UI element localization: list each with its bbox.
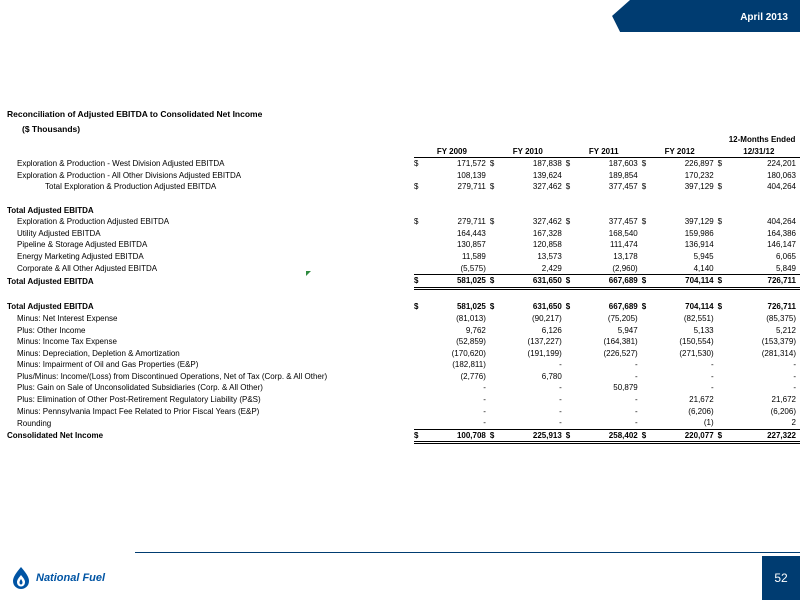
dollar-sign xyxy=(566,251,577,263)
row-value: (85,375) xyxy=(766,313,796,323)
dollar-sign: $ xyxy=(565,182,571,192)
dollar-sign xyxy=(414,251,425,263)
row-value: 168,540 xyxy=(608,228,638,238)
row-label: Total Adjusted EBITDA xyxy=(7,302,94,312)
row-value: - xyxy=(710,383,714,393)
dollar-sign xyxy=(414,263,425,275)
row-value: 704,114 xyxy=(685,302,714,312)
col-header: 12/31/12 xyxy=(718,146,800,158)
table-row xyxy=(5,205,800,217)
dollar-sign xyxy=(490,228,501,240)
header-banner-shape xyxy=(0,0,800,34)
row-value: 2,429 xyxy=(541,263,562,273)
dollar-sign: $ xyxy=(489,159,495,169)
dollar-sign xyxy=(718,325,729,337)
row-label: Total Exploration & Production Adjusted EBITDA xyxy=(45,182,217,192)
dollar-sign: $ xyxy=(717,217,723,227)
dollar-sign xyxy=(414,313,425,325)
dollar-sign xyxy=(490,394,501,406)
dollar-sign xyxy=(566,359,577,371)
dollar-sign xyxy=(490,325,501,337)
row-value: 170,232 xyxy=(684,170,714,180)
row-value: - xyxy=(483,383,486,393)
dollar-sign xyxy=(414,325,425,337)
cell-comment-marker xyxy=(306,271,311,276)
row-label: Utility Adjusted EBITDA xyxy=(17,228,101,238)
row-value: (6,206) xyxy=(688,406,714,416)
dollar-sign: $ xyxy=(489,302,495,312)
dollar-sign xyxy=(642,313,653,325)
dollar-sign xyxy=(490,359,501,371)
row-value: 5,849 xyxy=(775,263,796,273)
table-header xyxy=(5,146,800,158)
row-value: 667,689 xyxy=(576,275,641,289)
row-value: 631,650 xyxy=(500,275,565,289)
row-value: 11,589 xyxy=(462,251,486,261)
row-value: (82,551) xyxy=(683,313,714,323)
row-value: (271,530) xyxy=(679,348,714,358)
dollar-sign: $ xyxy=(642,429,653,443)
dollar-sign xyxy=(718,417,729,429)
dollar-sign xyxy=(718,239,729,251)
dollar-sign xyxy=(718,394,729,406)
row-value: 167,328 xyxy=(532,228,562,238)
dollar-sign xyxy=(490,417,501,429)
dollar-sign xyxy=(566,348,577,360)
row-label: Plus: Other Income xyxy=(17,325,86,335)
row-label: Rounding xyxy=(17,418,52,428)
row-value: 5,212 xyxy=(775,325,796,335)
dollar-sign: $ xyxy=(641,182,647,192)
row-value: 120,858 xyxy=(532,240,562,250)
row-label: Exploration & Production - West Division Adjusted EBITDA xyxy=(17,158,225,168)
dollar-sign xyxy=(566,228,577,240)
dollar-sign xyxy=(642,406,653,418)
dollar-sign: $ xyxy=(413,159,419,169)
dollar-sign: $ xyxy=(566,429,577,443)
row-value: 258,402 xyxy=(576,429,641,443)
row-value: (2,960) xyxy=(612,263,638,273)
dollar-sign xyxy=(718,406,729,418)
dollar-sign xyxy=(414,336,425,348)
dollar-sign xyxy=(718,228,729,240)
table-row xyxy=(5,251,800,263)
row-value: (137,227) xyxy=(527,337,562,347)
dollar-sign: $ xyxy=(413,217,419,227)
dollar-sign xyxy=(566,394,577,406)
row-label: Plus/Minus: Income/(Loss) from Discontinued Operations, Net of Tax (Corp. & All Other) xyxy=(17,371,328,381)
row-value: (75,205) xyxy=(607,313,638,323)
row-value: - xyxy=(635,406,638,416)
table-header-top xyxy=(5,134,800,146)
table-row xyxy=(5,429,800,443)
row-value: (1) xyxy=(703,418,714,428)
row-label: Minus: Impairment of Oil and Gas Properties (E&P) xyxy=(17,360,199,370)
table-row xyxy=(5,359,800,371)
dollar-sign xyxy=(566,325,577,337)
row-label: Plus: Gain on Sale of Unconsolidated Subsidiaries (Corp. & All Other) xyxy=(17,383,263,393)
row-value: 130,857 xyxy=(456,240,486,250)
dollar-sign xyxy=(566,205,577,217)
row-value: (52,859) xyxy=(456,337,486,347)
row-value: 164,443 xyxy=(456,228,486,238)
table-row xyxy=(5,325,800,337)
flame-logo-icon xyxy=(10,566,32,590)
row-value: (281,314) xyxy=(761,348,796,358)
dollar-sign xyxy=(490,239,501,251)
dollar-sign: $ xyxy=(489,182,495,192)
row-value: 111,474 xyxy=(609,240,638,250)
table-row xyxy=(5,170,800,182)
dollar-sign xyxy=(414,406,425,418)
row-value: (150,554) xyxy=(679,337,714,347)
header-date: April 2013 xyxy=(740,12,788,23)
row-value: - xyxy=(710,371,714,381)
row-value: 667,689 xyxy=(608,302,638,312)
row-value: - xyxy=(635,395,638,405)
dollar-sign xyxy=(414,371,425,383)
row-value: 397,129 xyxy=(684,182,714,192)
row-value: 108,139 xyxy=(456,170,486,180)
row-value: 279,711 xyxy=(457,217,486,227)
spacer-cell xyxy=(5,193,800,205)
row-value: - xyxy=(710,360,714,370)
dollar-sign xyxy=(642,417,653,429)
dollar-sign: $ xyxy=(717,302,723,312)
row-value: 139,624 xyxy=(532,170,562,180)
col-header: FY 2011 xyxy=(566,146,642,158)
row-value: - xyxy=(559,395,562,405)
row-value: (5,575) xyxy=(460,263,486,273)
col-header: FY 2012 xyxy=(642,146,718,158)
dollar-sign xyxy=(642,382,653,394)
row-label: Minus: Depreciation, Depletion & Amortization xyxy=(17,348,180,358)
row-value: 136,914 xyxy=(684,240,714,250)
row-label: Minus: Income Tax Expense xyxy=(17,337,117,347)
row-label: Exploration & Production Adjusted EBITDA xyxy=(17,217,170,227)
row-value: 9,762 xyxy=(465,325,486,335)
row-value: - xyxy=(635,418,638,428)
row-value: - xyxy=(635,360,638,370)
dollar-sign xyxy=(566,313,577,325)
row-value: 327,462 xyxy=(532,217,562,227)
dollar-sign xyxy=(642,325,653,337)
row-value: (226,527) xyxy=(603,348,638,358)
company-logo xyxy=(10,565,105,591)
row-label: Corporate & All Other Adjusted EBITDA xyxy=(17,263,158,273)
row-value: 4,140 xyxy=(693,263,714,273)
dollar-sign xyxy=(566,417,577,429)
row-label: Energy Marketing Adjusted EBITDA xyxy=(17,251,144,261)
table-row xyxy=(5,371,800,383)
dollar-sign xyxy=(490,371,501,383)
table-row xyxy=(5,228,800,240)
dollar-sign: $ xyxy=(641,302,647,312)
header-bar xyxy=(0,0,800,34)
row-label: Pipeline & Storage Adjusted EBITDA xyxy=(17,240,148,250)
row-value: 377,457 xyxy=(608,182,638,192)
dollar-sign: $ xyxy=(718,275,729,289)
table-row xyxy=(5,239,800,251)
row-value: 726,711 xyxy=(728,275,800,289)
row-value: - xyxy=(483,406,486,416)
dollar-sign xyxy=(718,170,729,182)
row-value: - xyxy=(559,418,562,428)
table-row xyxy=(5,394,800,406)
row-label: Total Adjusted EBITDA xyxy=(7,205,94,215)
row-value: 2 xyxy=(791,418,796,428)
dollar-sign xyxy=(414,359,425,371)
row-value: 404,264 xyxy=(767,217,796,227)
dollar-sign xyxy=(718,371,729,383)
company-name: National Fuel xyxy=(36,572,106,584)
row-value xyxy=(424,205,489,217)
table-row xyxy=(5,417,800,429)
dollar-sign: $ xyxy=(414,429,425,443)
dollar-sign xyxy=(642,239,653,251)
dollar-sign xyxy=(414,394,425,406)
period-top-label: 12-Months Ended xyxy=(728,135,796,144)
row-value: 224,201 xyxy=(767,159,796,169)
dollar-sign xyxy=(642,170,653,182)
report-title: Reconciliation of Adjusted EBITDA to Consolidated Net Income xyxy=(7,109,263,119)
row-value: 164,386 xyxy=(767,228,796,238)
row-value: - xyxy=(635,371,638,381)
row-value xyxy=(576,205,641,217)
dollar-sign xyxy=(718,205,729,217)
row-value: 220,077 xyxy=(652,429,717,443)
dollar-sign xyxy=(566,382,577,394)
row-value: - xyxy=(483,395,486,405)
table-row xyxy=(5,336,800,348)
row-value: (164,381) xyxy=(603,337,638,347)
row-value: 5,947 xyxy=(617,325,638,335)
dollar-sign xyxy=(566,239,577,251)
row-value: - xyxy=(793,371,796,381)
dollar-sign xyxy=(490,382,501,394)
row-value: (90,217) xyxy=(532,313,562,323)
dollar-sign: $ xyxy=(490,275,501,289)
dollar-sign xyxy=(642,336,653,348)
col-header: FY 2010 xyxy=(490,146,566,158)
dollar-sign: $ xyxy=(565,159,571,169)
row-value: 581,025 xyxy=(456,302,486,312)
page-number: 52 xyxy=(762,556,800,600)
dollar-sign xyxy=(566,263,577,275)
row-value: - xyxy=(483,418,486,428)
dollar-sign xyxy=(566,170,577,182)
dollar-sign xyxy=(490,205,501,217)
row-value: 5,133 xyxy=(693,325,714,335)
table-row xyxy=(5,181,800,193)
row-value: (2,776) xyxy=(460,371,486,381)
table-row xyxy=(5,275,800,289)
row-value: - xyxy=(559,360,562,370)
row-value: 21,672 xyxy=(771,395,796,405)
row-value: 5,945 xyxy=(693,251,714,261)
row-label: Total Adjusted EBITDA xyxy=(7,276,94,286)
dollar-sign: $ xyxy=(641,159,647,169)
dollar-sign xyxy=(414,228,425,240)
dollar-sign xyxy=(490,263,501,275)
row-value: (191,199) xyxy=(527,348,562,358)
dollar-sign xyxy=(718,359,729,371)
table-row xyxy=(5,301,800,313)
row-value: 397,129 xyxy=(684,217,714,227)
row-value: 404,264 xyxy=(767,182,796,192)
row-value: 21,672 xyxy=(689,395,714,405)
table-row xyxy=(5,263,800,275)
row-value: (182,811) xyxy=(452,360,486,370)
dollar-sign xyxy=(642,359,653,371)
row-value: 704,114 xyxy=(652,275,717,289)
row-label: Consolidated Net Income xyxy=(7,431,104,441)
dollar-sign xyxy=(642,371,653,383)
dollar-sign: $ xyxy=(718,429,729,443)
dollar-sign xyxy=(414,239,425,251)
table-row xyxy=(5,382,800,394)
table-row xyxy=(5,348,800,360)
dollar-sign xyxy=(490,348,501,360)
row-value: 631,650 xyxy=(532,302,562,312)
row-label: Minus: Pennsylvania Impact Fee Related to Prior Fiscal Years (E&P) xyxy=(17,406,260,416)
row-value: 6,780 xyxy=(541,371,562,381)
dollar-sign xyxy=(414,348,425,360)
row-value: 6,126 xyxy=(541,325,562,335)
dollar-sign xyxy=(490,406,501,418)
dollar-sign xyxy=(642,263,653,275)
row-value: (6,206) xyxy=(770,406,796,416)
dollar-sign: $ xyxy=(717,159,723,169)
dollar-sign xyxy=(414,170,425,182)
dollar-sign xyxy=(414,417,425,429)
row-value: - xyxy=(559,406,562,416)
dollar-sign xyxy=(490,313,501,325)
row-value: 581,025 xyxy=(424,275,489,289)
dollar-sign: $ xyxy=(490,429,501,443)
dollar-sign xyxy=(414,382,425,394)
row-value: 227,322 xyxy=(728,429,800,443)
dollar-sign xyxy=(414,205,425,217)
row-value: 159,986 xyxy=(684,228,714,238)
reconciliation-table xyxy=(5,134,800,444)
row-value: 327,462 xyxy=(532,182,562,192)
dollar-sign: $ xyxy=(413,302,419,312)
dollar-sign xyxy=(566,371,577,383)
row-value: (81,013) xyxy=(456,313,486,323)
row-label: Exploration & Production - All Other Divisions Adjusted EBITDA xyxy=(17,170,242,180)
dollar-sign: $ xyxy=(566,275,577,289)
row-value: 50,879 xyxy=(613,383,638,393)
row-value: 187,603 xyxy=(608,159,638,169)
spacer-cell xyxy=(5,288,800,301)
row-value: (153,379) xyxy=(761,337,796,347)
row-value: 180,063 xyxy=(767,170,796,180)
row-label: Plus: Elimination of Other Post-Retirement Regulatory Liability (P&S) xyxy=(17,395,261,405)
row-value: - xyxy=(793,360,796,370)
dollar-sign: $ xyxy=(641,217,647,227)
dollar-sign: $ xyxy=(413,182,419,192)
table-row xyxy=(5,216,800,228)
dollar-sign xyxy=(490,251,501,263)
dollar-sign xyxy=(718,348,729,360)
row-value: - xyxy=(793,383,796,393)
dollar-sign xyxy=(642,251,653,263)
row-value: 189,854 xyxy=(608,170,638,180)
dollar-sign: $ xyxy=(414,275,425,289)
dollar-sign: $ xyxy=(489,217,495,227)
row-value: 171,572 xyxy=(456,159,486,169)
table-row xyxy=(5,158,800,170)
dollar-sign xyxy=(642,228,653,240)
row-value: 377,457 xyxy=(608,217,638,227)
dollar-sign xyxy=(718,382,729,394)
dollar-sign xyxy=(718,336,729,348)
dollar-sign xyxy=(642,394,653,406)
dollar-sign: $ xyxy=(565,302,571,312)
row-value: 6,065 xyxy=(775,251,796,261)
dollar-sign xyxy=(490,336,501,348)
row-value: 146,147 xyxy=(767,240,796,250)
dollar-sign xyxy=(718,251,729,263)
row-value: 187,838 xyxy=(532,159,562,169)
row-value: - xyxy=(559,383,562,393)
dollar-sign: $ xyxy=(717,182,723,192)
dollar-sign: $ xyxy=(642,275,653,289)
row-value: 225,913 xyxy=(500,429,565,443)
dollar-sign xyxy=(718,313,729,325)
dollar-sign: $ xyxy=(565,217,571,227)
spacer-row xyxy=(5,288,800,301)
row-value: 13,178 xyxy=(613,251,638,261)
col-header: FY 2009 xyxy=(414,146,490,158)
row-value: (170,620) xyxy=(451,348,486,358)
row-value xyxy=(500,205,565,217)
dollar-sign xyxy=(566,406,577,418)
dollar-sign xyxy=(718,263,729,275)
table-row xyxy=(5,406,800,418)
spacer-row xyxy=(5,193,800,205)
row-label: Minus: Net Interest Expense xyxy=(17,313,118,323)
row-value: 279,711 xyxy=(457,182,486,192)
row-value: 726,711 xyxy=(767,302,796,312)
row-value xyxy=(728,205,800,217)
row-value xyxy=(652,205,717,217)
row-value: 13,573 xyxy=(537,251,562,261)
table-row xyxy=(5,313,800,325)
footer-divider xyxy=(135,552,800,553)
report-subtitle: ($ Thousands) xyxy=(22,124,81,134)
dollar-sign xyxy=(642,205,653,217)
row-value: 226,897 xyxy=(684,159,714,169)
dollar-sign xyxy=(490,170,501,182)
dollar-sign xyxy=(566,336,577,348)
dollar-sign xyxy=(642,348,653,360)
row-value: 100,708 xyxy=(424,429,489,443)
